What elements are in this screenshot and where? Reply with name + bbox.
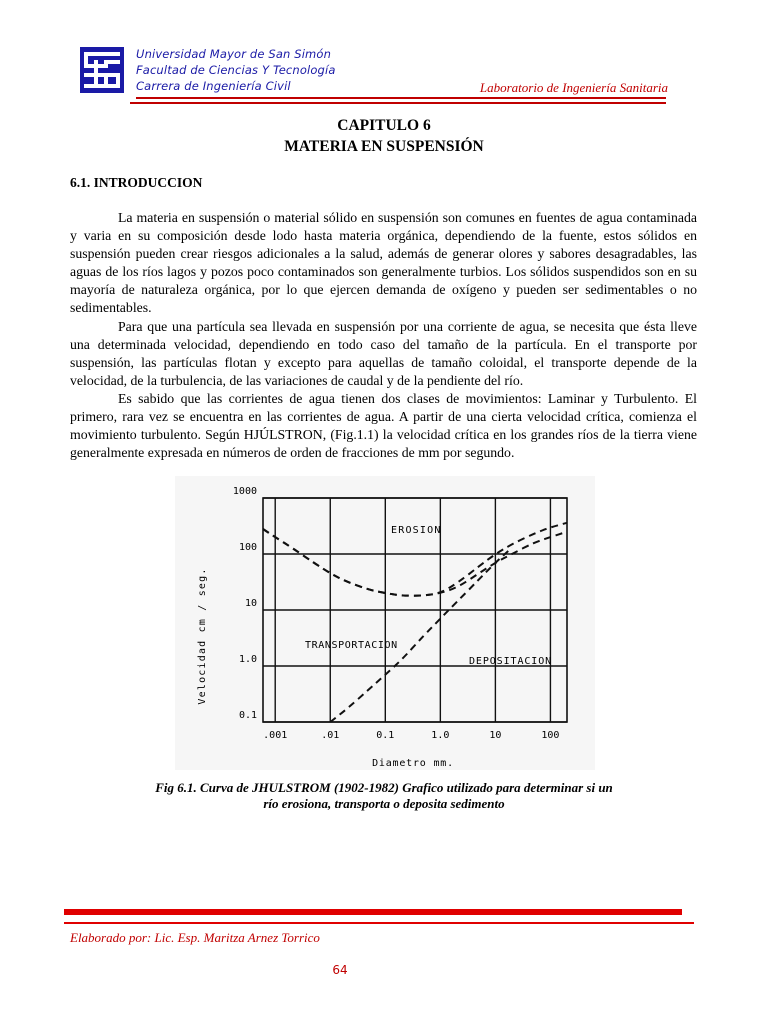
university-logo-icon	[80, 47, 124, 93]
chart-x-tick-label: 10	[489, 730, 502, 741]
chart-x-tick-label: .001	[263, 730, 288, 741]
chart-y-tick-label: 0.1	[238, 710, 257, 721]
header-divider-top	[136, 97, 666, 99]
chart-y-tick-label: 10	[244, 598, 257, 609]
chart-x-tick-label: 100	[541, 730, 560, 741]
chapter-number: CAPITULO 6	[337, 117, 431, 134]
chart-series-group	[263, 523, 567, 722]
figure-caption-line1: Fig 6.1. Curva de JHULSTROM (1902-1982) Grafico utilizado para determinar si un	[155, 780, 613, 795]
chart-series-line	[330, 548, 512, 722]
header-divider-bottom	[130, 102, 666, 104]
paragraph-2: Para que una partícula sea llevada en suspensión por una corriente de agua, se necesita que ésta lleve una determinada velocidad, dependiendo en todo caso del tamaño de la partícula. En el transporte por suspensión, las partículas flotan y excepto para aquellas de tamaño coloidal, el transporte depende de la velocidad, de la turbulencia, de las variaciones de caudal y de la pendiente del río.	[70, 319, 697, 389]
footer-divider-thin	[64, 922, 694, 924]
chart-svg	[175, 476, 595, 770]
chart-y-tick-label: 1000	[232, 486, 257, 497]
institution-line-faculty: Facultad de Ciencias Y Tecnología	[136, 63, 336, 77]
institution-line-university: Universidad Mayor de San Simón	[136, 47, 332, 61]
page-number: 64	[332, 963, 348, 977]
chapter-title: MATERIA EN SUSPENSIÓN	[284, 138, 484, 155]
region-label-transportacion: TRANSPORTACION	[305, 640, 398, 651]
section-heading: 6.1. INTRODUCCION	[70, 175, 203, 190]
paragraph-3: Es sabido que las corrientes de agua tienen dos clases de movimientos: Laminar y Turbulento. El primero, rara vez se encuentra en las corrientes de agua. A partir de una cierta velocidad crítica, comienza el movimiento turbulento. Según HJÚLSTRON, (Fig.1.1) la velocidad crítica en los grandes ríos de la tierra viene generalmente expresada en números de orden de fracciones de mm por segundo.	[70, 391, 697, 461]
chart-x-tick-label: .01	[321, 730, 340, 741]
chart-y-tick-label: 100	[238, 542, 257, 553]
figure-caption-line2: río erosiona, transporta o deposita sedimento	[263, 796, 505, 811]
chart-x-tick-label: 1.0	[431, 730, 450, 741]
chart-x-tick-label: 0.1	[376, 730, 395, 741]
hjulstrom-chart	[175, 476, 595, 770]
region-label-depositacion: DEPOSITACION	[469, 656, 553, 667]
paragraph-1: La materia en suspensión o material sólido en suspensión son comunes en fuentes de agua contaminada y varia en su composición desde lodo hasta materia orgánica, dependiendo de la fuente, estos sólidos en suspensión pueden crear riesgos adicionales a la salud, además de generar olores y sabores desagradables, las aguas de los ríos lagos y pozos poco contaminados son generalmente turbios. Los sólidos suspendidos son en su mayoría de naturaleza orgánica, por lo que ejercen demanda de oxígeno y pueden ser sedimentables o no sedimentables.	[70, 210, 697, 316]
footer-divider-thick	[64, 909, 682, 915]
footer-author: Elaborado por: Lic. Esp. Maritza Arnez Torrico	[70, 930, 320, 945]
chart-ylabel: Velocidad cm / seg.	[197, 567, 208, 705]
chart-y-tick-label: 1.0	[238, 654, 257, 665]
institution-line-career: Carrera de Ingeniería Civil	[136, 79, 291, 93]
lab-name: Laboratorio de Ingeniería Sanitaria	[479, 80, 668, 95]
region-label-erosion: EROSION	[391, 525, 442, 536]
chart-xlabel: Diametro mm.	[372, 758, 454, 769]
